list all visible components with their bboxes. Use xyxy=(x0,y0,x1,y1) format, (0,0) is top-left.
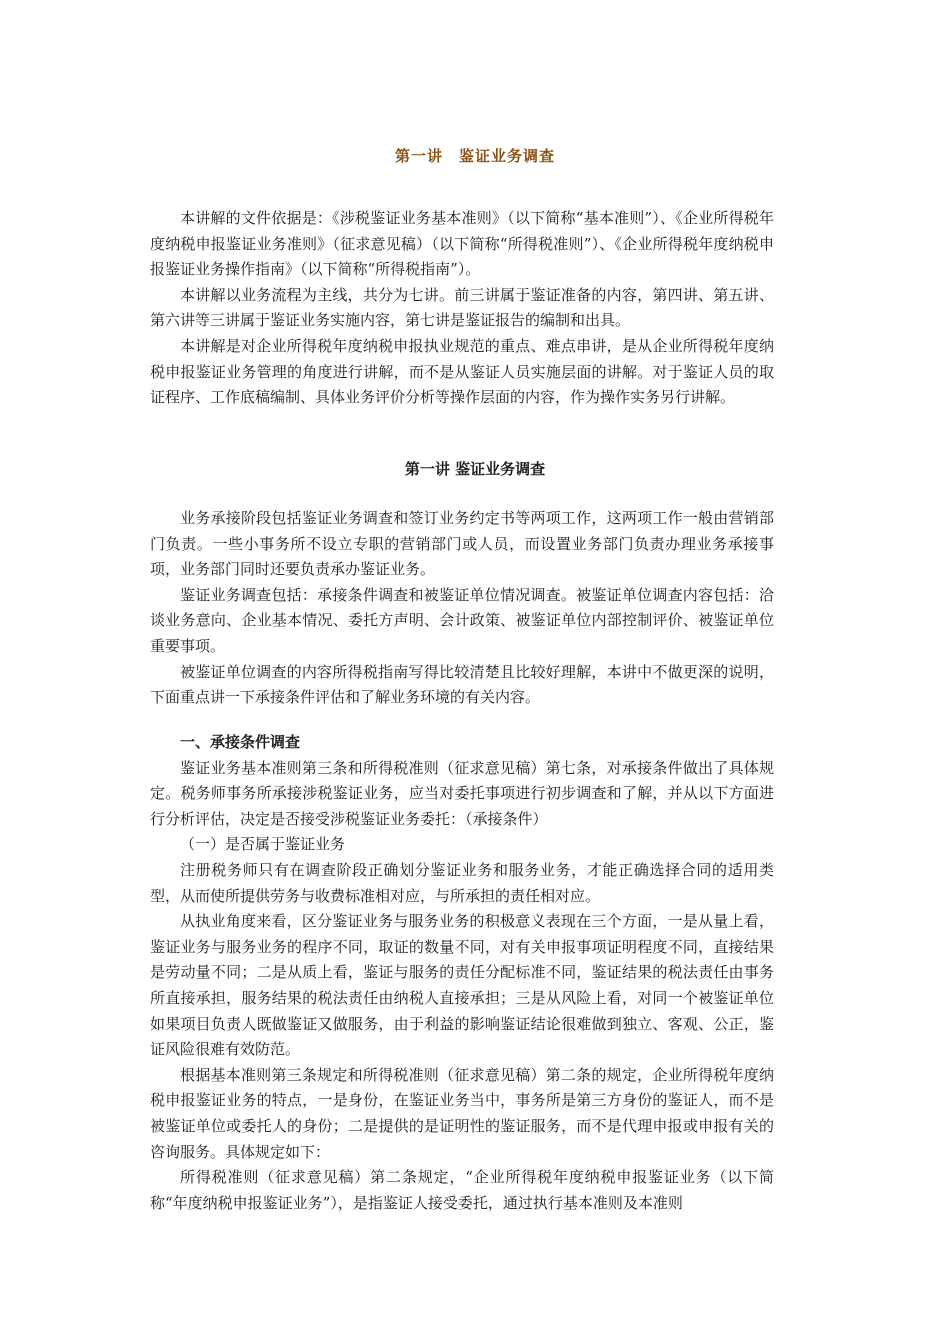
subsection-heading: 一、承接条件调查 xyxy=(180,733,301,751)
paragraph: 从执业角度来看，区分鉴证业务与服务业务的积极意义表现在三个方面，一是从量上看，鉴证业务与服务业务的程序不同，取证的数量不同，对有关申报事项证明程度不同，直接结果是劳动量不同；二是从质上看，鉴证与服务的责任分配标准不同，鉴证结果的税法责任由事务所直接承担，服务结果的税法责任由纳税人直接承担；三是从风险上看，对同一个被鉴证单位如果项目负责人既做鉴证又做服务，由于利益的影响鉴证结论很难做到独立、客观、公正，鉴证风险很难有效防范。 xyxy=(150,912,774,1059)
intro-section xyxy=(150,206,774,411)
paragraph: 本讲解是对企业所得税年度纳税申报执业规范的重点、难点串讲，是从企业所得税年度纳税申报鉴证业务管理的角度进行讲解，而不是从鉴证人员实施层面的讲解。对于鉴证人员的取证程序、工作底稿编制、具体业务评价分析等操作层面的内容，作为操作实务另行讲解。 xyxy=(150,336,774,407)
document-title: 第一讲 鉴证业务调查 xyxy=(394,147,555,165)
paragraph: 本讲解以业务流程为主线，共分为七讲。前三讲属于鉴证准备的内容，第四讲、第五讲、第六讲等三讲属于鉴证业务实施内容，第七讲是鉴证报告的编制和出具。 xyxy=(150,285,774,330)
paragraph: 鉴证业务基本准则第三条和所得税准则（征求意见稿）第七条，对承接条件做出了具体规定。税务师事务所承接涉税鉴证业务，应当对委托事项进行初步调查和了解，并从以下方面进行分析评估，决定是否接受涉税鉴证业务委托：（承接条件） xyxy=(150,758,774,828)
subsection xyxy=(150,730,774,1216)
paragraph: （一）是否属于鉴证业务 xyxy=(180,835,346,854)
section-body xyxy=(150,506,774,711)
paragraph: 被鉴证单位调查的内容所得税指南写得比较清楚且比较好理解，本讲中不做更深的说明，下面重点讲一下承接条件评估和了解业务环境的有关内容。 xyxy=(150,662,774,707)
section-title: 第一讲 鉴证业务调查 xyxy=(404,460,546,478)
paragraph: 鉴证业务调查包括：承接条件调查和被鉴证单位情况调查。被鉴证单位调查内容包括：洽谈业务意向、企业基本情况、委托方声明、会计政策、被鉴证单位内部控制评价、被鉴证单位重要事项。 xyxy=(150,585,774,655)
paragraph: 业务承接阶段包括鉴证业务调查和签订业务约定书等两项工作，这两项工作一般由营销部门负责。一些小事务所不设立专职的营销部门或人员，而设置业务部门负责办理业务承接事项，业务部门同时还要负责承办鉴证业务。 xyxy=(150,509,774,579)
paragraph: 根据基本准则第三条规定和所得税准则（征求意见稿）第二条的规定，企业所得税年度纳税申报鉴证业务的特点，一是身份，在鉴证业务当中，事务所是第三方身份的鉴证人，而不是被鉴证单位或委托人的身份；二是提供的是证明性的鉴证服务，而不是代理申报或申报有关的咨询服务。具体规定如下： xyxy=(150,1065,774,1161)
paragraph: 所得税准则（征求意见稿）第二条规定，“企业所得税年度纳税申报鉴证业务（以下简称“年度纳税申报鉴证业务”），是指鉴证人接受委托，通过执行基本准则及本准则 xyxy=(150,1168,774,1212)
paragraph: 本讲解的文件依据是：《涉税鉴证业务基本准则》（以下简称“基本准则”）、《企业所得税年度纳税申报鉴证业务准则》（征求意见稿）（以下简称“所得税准则”）、《企业所得税年度纳税申报鉴证业务操作指南》（以下简称“所得税指南”）。 xyxy=(150,209,774,279)
paragraph: 注册税务师只有在调查阶段正确划分鉴证业务和服务业务，才能正确选择合同的适用类型，从而使所提供劳务与收费标准相对应，与所承担的责任相对应。 xyxy=(150,860,774,905)
